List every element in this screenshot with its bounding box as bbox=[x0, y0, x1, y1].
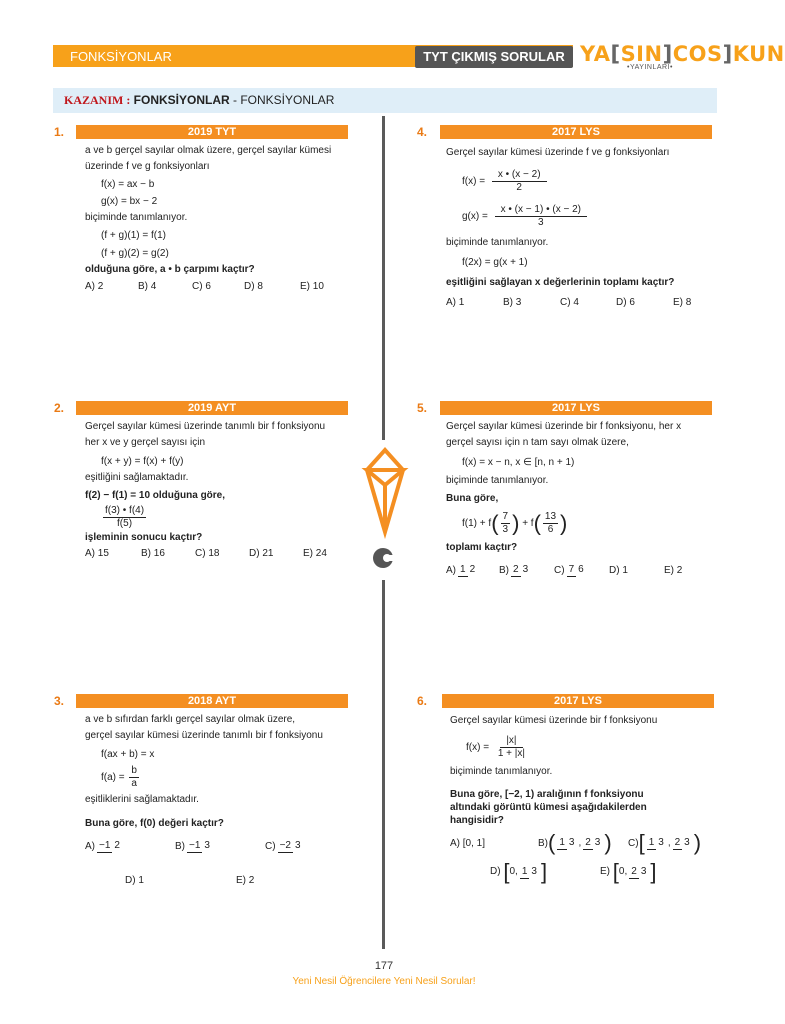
q2-body: Gerçel sayılar kümesi üzerinde tanımlı bir f fonksiyonu her x ve y gerçel sayısı için f(x + y) = f(x) + f(y) eşitliğini sağlamaktadır. f(2) − f(1) = 10 olduğuna göre, $\frac{f(3) • f(4)}{f(5)}$ işleminin sonucu kaçtır? A) 15 B) 16 C) 18 D) 21 E) 24 bbox=[85, 419, 375, 562]
q6-option-a[interactable]: A) [0, 1] bbox=[450, 837, 486, 849]
q1-option-a[interactable]: A) 2 bbox=[85, 281, 104, 292]
q2-option-b[interactable]: B) 16 bbox=[141, 548, 165, 559]
q3-option-c[interactable]: C) −2 3 bbox=[265, 840, 301, 852]
q5-number: 5. bbox=[417, 401, 428, 415]
q3-option-b[interactable]: B) −1 3 bbox=[175, 840, 210, 852]
q3-number: 3. bbox=[54, 694, 65, 708]
kazanim-topic: FONKSİYONLAR bbox=[133, 93, 230, 107]
publisher-logo: YA[SIN]COS]KUN •YAYINLARI• bbox=[580, 42, 785, 71]
q2-option-a[interactable]: A) 15 bbox=[85, 548, 109, 559]
kazanim-text bbox=[64, 93, 334, 108]
q3-body: a ve b sıfırdan farklı gerçel sayılar olmak üzere, gerçel sayılar kümesi üzerinde tanımlı bir f fonksiyonu f(ax + b) = x f(a) = $\frac{b}{a}$ eşitliklerini sağlamaktadır. Buna göre, f(0) değeri kaçtır? A) −1 2 B) −1 3 C) −2 3 D) 1 E) 2 bbox=[85, 712, 375, 889]
q4-option-d[interactable]: D) 6 bbox=[616, 297, 635, 308]
q4-body: Gerçel sayılar kümesi üzerinde f ve g fonksiyonları f(x) = $\frac{x • (x - 2)}{2}$ g(x) = $\frac{x • (x - 1) • (x - 2)}{3}$ biçiminde tanımlanıyor. f(2x) = g(x + 1) eşitliğini sağlayan x değerlerinin toplamı kaçtır? A) 1 B) 3 C) 4 D) 6 E) 8 bbox=[446, 145, 736, 311]
q2-number: 2. bbox=[54, 401, 65, 415]
q4-option-b[interactable]: B) 3 bbox=[503, 297, 522, 308]
kazanim-label: KAZANIM : bbox=[64, 93, 131, 107]
q4-number: 4. bbox=[417, 125, 428, 139]
q2-option-c[interactable]: C) 18 bbox=[195, 548, 220, 559]
q5-option-d[interactable]: D) 1 bbox=[609, 564, 628, 576]
q6-body: Gerçel sayılar kümesi üzerinde bir f fonksiyonu f(x) = $\frac{|x|}{1 + |x|}$ biçiminde tanımlanıyor. Buna göre, [−2, 1) aralığının f fonksiyonu altındaki görüntü kümesi aşağıdakilerden hangisidir? A) [0, 1] B)( 1 3 , 2 3 ) C)[ 1 3 , 2 3 ) D) [0, 1 3 ] E) [0, 2 3 ] bbox=[450, 713, 740, 880]
q3-option-e[interactable]: E) 2 bbox=[236, 874, 255, 886]
q6-options bbox=[450, 830, 740, 855]
q5-exam-bar: 2017 LYS bbox=[440, 401, 712, 415]
q2-fraction: $\frac{f(3) • f(4)}{f(5)}$ bbox=[105, 505, 145, 529]
q1-option-b[interactable]: B) 4 bbox=[138, 281, 157, 292]
q4-option-a[interactable]: A) 1 bbox=[446, 297, 465, 308]
q2-exam-bar: 2019 AYT bbox=[76, 401, 348, 415]
q3-options bbox=[85, 838, 375, 855]
q2-option-d[interactable]: D) 21 bbox=[249, 548, 274, 559]
page-number: 177 bbox=[374, 960, 394, 972]
q6-option-d[interactable]: D) [0, 1 3 ] bbox=[490, 858, 548, 884]
q3-exam-bar: 2018 AYT bbox=[76, 694, 348, 708]
q6-option-c[interactable]: C)[ 1 3 , 2 3 ) bbox=[628, 830, 702, 855]
q3-option-a[interactable]: A) −1 2 bbox=[85, 840, 120, 852]
q6-option-b[interactable]: B)( 1 3 , 2 3 ) bbox=[538, 830, 612, 855]
kazanim-subtopic: - FONKSİYONLAR bbox=[229, 93, 335, 107]
tyt-tab-label: TYT ÇIKMIŞ SORULAR bbox=[415, 46, 573, 68]
q4-option-c[interactable]: C) 4 bbox=[560, 297, 579, 308]
q6-exam-bar: 2017 LYS bbox=[442, 694, 714, 708]
q5-option-b[interactable]: B) 2 3 bbox=[499, 564, 529, 576]
q2-option-e[interactable]: E) 24 bbox=[303, 548, 327, 559]
q1-number: 1. bbox=[54, 125, 65, 139]
q1-option-e[interactable]: E) 10 bbox=[300, 281, 324, 292]
q5-option-a[interactable]: A) 1 2 bbox=[446, 564, 476, 576]
q5-option-e[interactable]: E) 2 bbox=[664, 564, 683, 576]
q1-options bbox=[85, 279, 375, 295]
q1-option-c[interactable]: C) 6 bbox=[192, 281, 211, 292]
q5-options bbox=[446, 562, 736, 579]
q1-exam-bar: 2019 TYT bbox=[76, 125, 348, 139]
q6-option-e[interactable]: E) [0, 2 3 ] bbox=[600, 858, 657, 884]
q4-options bbox=[446, 295, 736, 311]
q5-body: Gerçel sayılar kümesi üzerinde bir f fonksiyonu, her x gerçel sayısı için n tam sayı olmak üzere, f(x) = x − n, x ∈ [n, n + 1) biçiminde tanımlanıyor. Buna göre, f(1) + f( $\frac{7}{3}$ ) + f( $\frac{13}{6}$ ) toplamı kaçtır? A) 1 2 B) 2 3 C) 7 6 D) 1 E) 2 bbox=[446, 419, 736, 579]
q5-option-c[interactable]: C) 7 6 bbox=[554, 564, 584, 576]
q6-number: 6. bbox=[417, 694, 428, 708]
q3-option-d[interactable]: D) 1 bbox=[125, 874, 144, 886]
q4-exam-bar: 2017 LYS bbox=[440, 125, 712, 139]
q1-body: a ve b gerçel sayılar olmak üzere, gerçel sayılar kümesi üzerinde f ve g fonksiyonları f(x) = ax − b g(x) = bx − 2 biçiminde tanımlanıyor. (f + g)(1) = f(1) (f + g)(2) = g(2) olduğuna göre, a • b çarpımı kaçtır? A) 2 B) 4 C) 6 D) 8 E) 10 bbox=[85, 143, 375, 295]
section-title: FONKSİYONLAR bbox=[70, 49, 172, 64]
q4-option-e[interactable]: E) 8 bbox=[673, 297, 692, 308]
q2-options bbox=[85, 546, 375, 562]
footer-slogan: Yeni Nesil Öğrencilere Yeni Nesil Sorular! bbox=[292, 976, 476, 987]
q1-option-d[interactable]: D) 8 bbox=[244, 281, 263, 292]
